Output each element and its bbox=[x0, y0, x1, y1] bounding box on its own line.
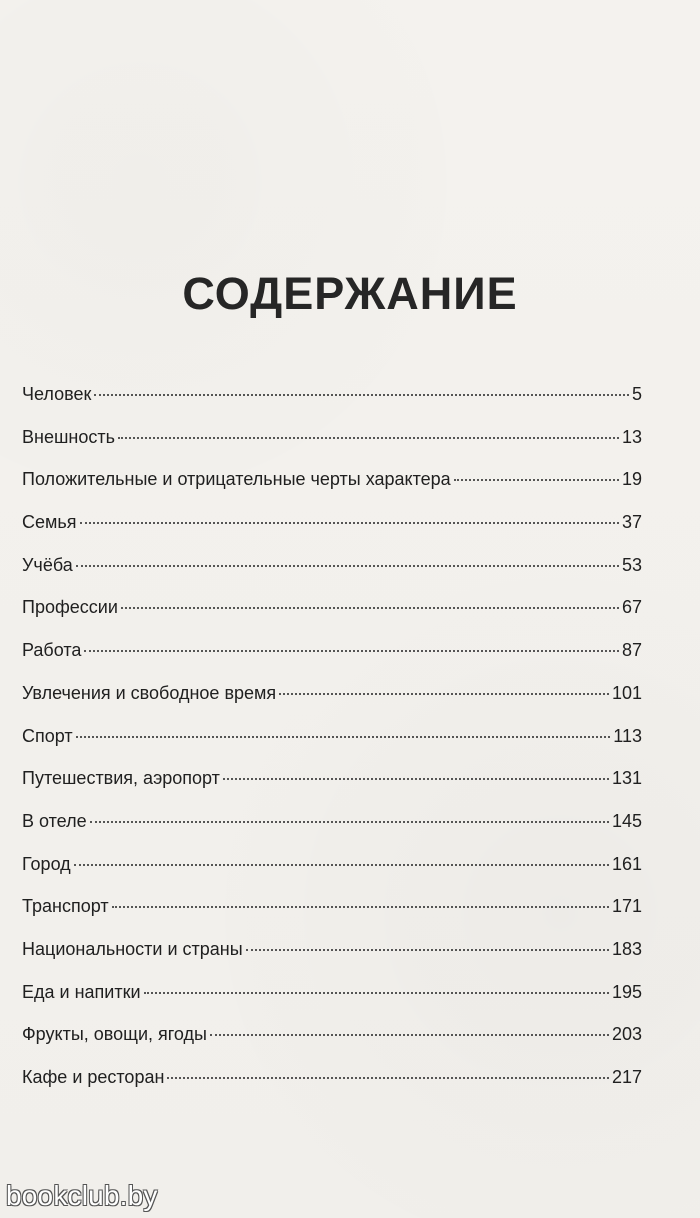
toc-leader bbox=[223, 777, 609, 780]
toc-row bbox=[22, 854, 642, 897]
toc-label: Профессии bbox=[22, 597, 118, 618]
toc-label: Учёба bbox=[22, 554, 73, 575]
toc-page-number: 37 bbox=[621, 512, 642, 533]
toc-row bbox=[22, 640, 642, 683]
toc-page-number: 131 bbox=[611, 768, 642, 789]
toc-row bbox=[22, 1067, 642, 1110]
toc-label: Спорт bbox=[22, 725, 73, 746]
toc-row bbox=[22, 469, 642, 512]
toc-leader bbox=[279, 692, 609, 695]
toc-leader bbox=[118, 436, 619, 439]
toc-leader bbox=[90, 820, 609, 823]
toc-page-number: 67 bbox=[621, 597, 642, 618]
toc-page-number: 101 bbox=[611, 682, 642, 703]
toc-leader bbox=[74, 863, 609, 866]
toc-label: Фрукты, овощи, ягоды bbox=[22, 1024, 207, 1045]
toc-label: Семья bbox=[22, 512, 77, 533]
toc-label: В отеле bbox=[22, 810, 87, 831]
toc-label: Работа bbox=[22, 640, 82, 661]
watermark-text: bookclub.by bbox=[6, 1180, 158, 1211]
toc-row bbox=[22, 726, 642, 769]
toc-leader bbox=[76, 735, 611, 738]
toc-label: Город bbox=[22, 853, 71, 874]
toc-leader bbox=[246, 948, 609, 951]
table-of-contents bbox=[22, 384, 642, 1110]
toc-page-number: 217 bbox=[611, 1067, 642, 1087]
toc-row bbox=[22, 555, 642, 598]
toc-row bbox=[22, 811, 642, 854]
toc-label: Путешествия, аэропорт bbox=[22, 768, 220, 789]
toc-page-number: 87 bbox=[621, 640, 642, 661]
toc-label: Еда и напитки bbox=[22, 981, 141, 1002]
toc-leader bbox=[121, 606, 619, 609]
toc-page-number: 195 bbox=[611, 981, 642, 1002]
toc-leader bbox=[144, 991, 609, 994]
toc-leader bbox=[76, 564, 619, 567]
toc-row bbox=[22, 982, 642, 1025]
toc-label: Кафе и ресторан bbox=[22, 1067, 165, 1087]
toc-label: Национальности и страны bbox=[22, 938, 243, 959]
toc-page-number: 19 bbox=[621, 469, 642, 490]
toc-row bbox=[22, 896, 642, 939]
page-title: СОДЕРЖАНИЕ bbox=[182, 268, 518, 319]
toc-row bbox=[22, 427, 642, 470]
toc-row bbox=[22, 1024, 642, 1067]
toc-page-number: 161 bbox=[611, 853, 642, 874]
toc-row bbox=[22, 512, 642, 555]
toc-page-number: 145 bbox=[611, 810, 642, 831]
toc-label: Положительные и отрицательные черты характера bbox=[22, 469, 451, 490]
toc-leader bbox=[167, 1076, 609, 1079]
toc-row bbox=[22, 683, 642, 726]
toc-leader bbox=[454, 478, 619, 481]
toc-leader bbox=[210, 1033, 609, 1036]
toc-row bbox=[22, 768, 642, 811]
toc-page-number: 53 bbox=[621, 554, 642, 575]
toc-leader bbox=[84, 649, 619, 652]
toc-page-number: 5 bbox=[631, 384, 642, 404]
toc-page-number: 171 bbox=[611, 896, 642, 917]
toc-leader bbox=[112, 905, 609, 908]
toc-leader bbox=[94, 393, 629, 396]
toc-page-number: 183 bbox=[611, 938, 642, 959]
toc-label: Человек bbox=[22, 384, 92, 404]
toc-row bbox=[22, 384, 642, 427]
toc-page-number: 203 bbox=[611, 1024, 642, 1045]
toc-page-number: 113 bbox=[613, 725, 642, 746]
toc-label: Транспорт bbox=[22, 896, 109, 917]
toc-row bbox=[22, 939, 642, 982]
toc-leader bbox=[80, 521, 619, 524]
toc-row bbox=[22, 597, 642, 640]
toc-label: Внешность bbox=[22, 426, 115, 447]
toc-label: Увлечения и свободное время bbox=[22, 682, 277, 703]
toc-page-number: 13 bbox=[621, 426, 642, 447]
